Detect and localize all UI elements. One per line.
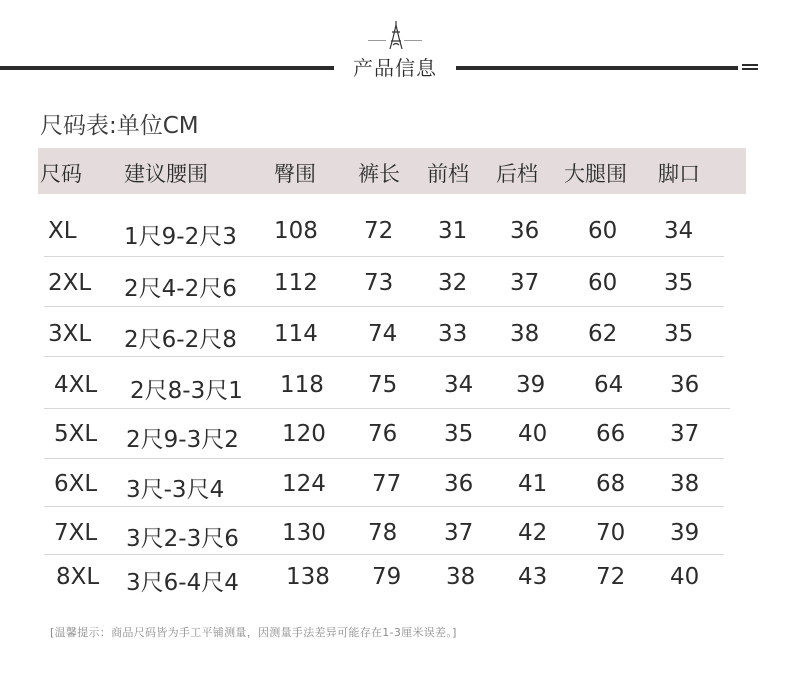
cell-hip: 114 bbox=[274, 321, 318, 347]
cell-thigh: 72 bbox=[596, 564, 626, 590]
table-header bbox=[38, 148, 746, 194]
header-rule-right bbox=[456, 66, 738, 70]
cell-size: 7XL bbox=[54, 520, 98, 546]
cell-leg-opening: 35 bbox=[664, 321, 694, 347]
header-rule-end-marks bbox=[742, 64, 758, 72]
cell-front-rise: 35 bbox=[444, 421, 474, 447]
cell-length: 74 bbox=[368, 321, 398, 347]
col-header-waist: 建议腰围 bbox=[124, 162, 208, 186]
cell-back-rise: 40 bbox=[518, 421, 548, 447]
row-divider bbox=[44, 306, 724, 307]
cell-waist: 3尺6-4尺4 bbox=[126, 570, 239, 596]
cell-waist: 2尺9-3尺2 bbox=[126, 427, 239, 453]
cell-length: 75 bbox=[368, 372, 398, 398]
cell-length: 76 bbox=[368, 421, 398, 447]
table-row bbox=[0, 554, 790, 604]
measurement-note: [温馨提示：商品尺码皆为手工平铺测量，因测量手法差异可能存在1-3厘米误差。] bbox=[50, 626, 457, 639]
cell-size: 6XL bbox=[54, 471, 98, 497]
col-header-front-rise: 前档 bbox=[427, 162, 469, 186]
cell-length: 78 bbox=[368, 520, 398, 546]
cell-size: 3XL bbox=[48, 321, 92, 347]
cell-size: XL bbox=[48, 218, 77, 244]
cell-leg-opening: 39 bbox=[670, 520, 700, 546]
header-rule-left bbox=[0, 66, 334, 70]
cell-waist: 3尺2-3尺6 bbox=[126, 526, 239, 552]
cell-thigh: 62 bbox=[588, 321, 618, 347]
col-header-leg-opening: 脚口 bbox=[658, 162, 700, 186]
cell-back-rise: 43 bbox=[518, 564, 548, 590]
cell-length: 72 bbox=[364, 218, 394, 244]
row-divider bbox=[44, 506, 724, 507]
cell-size: 4XL bbox=[54, 372, 98, 398]
cell-thigh: 60 bbox=[588, 270, 618, 296]
cell-front-rise: 36 bbox=[444, 471, 474, 497]
table-row bbox=[0, 362, 790, 412]
cell-leg-opening: 35 bbox=[664, 270, 694, 296]
cell-waist: 2尺6-2尺8 bbox=[124, 327, 237, 353]
row-divider bbox=[44, 356, 724, 357]
row-divider bbox=[44, 458, 724, 459]
row-divider bbox=[44, 256, 724, 257]
section-header bbox=[0, 0, 790, 100]
table-row bbox=[0, 260, 790, 310]
cell-thigh: 60 bbox=[588, 218, 618, 244]
cell-length: 73 bbox=[364, 270, 394, 296]
table-row bbox=[0, 461, 790, 511]
cell-front-rise: 37 bbox=[444, 520, 474, 546]
cell-hip: 112 bbox=[274, 270, 318, 296]
cell-size: 8XL bbox=[56, 564, 100, 590]
col-header-size: 尺码 bbox=[40, 162, 82, 186]
cell-hip: 108 bbox=[274, 218, 318, 244]
cell-back-rise: 39 bbox=[516, 372, 546, 398]
col-header-thigh: 大腿围 bbox=[564, 162, 627, 186]
cell-hip: 118 bbox=[280, 372, 324, 398]
cell-hip: 120 bbox=[282, 421, 326, 447]
cell-front-rise: 34 bbox=[444, 372, 474, 398]
cell-waist: 2尺4-2尺6 bbox=[124, 276, 237, 302]
cell-leg-opening: 36 bbox=[670, 372, 700, 398]
table-row bbox=[0, 311, 790, 361]
cell-front-rise: 33 bbox=[438, 321, 468, 347]
cell-thigh: 64 bbox=[594, 372, 624, 398]
cell-back-rise: 42 bbox=[518, 520, 548, 546]
cell-front-rise: 38 bbox=[446, 564, 476, 590]
table-row bbox=[0, 208, 790, 258]
cell-thigh: 66 bbox=[596, 421, 626, 447]
cell-back-rise: 41 bbox=[518, 471, 548, 497]
size-chart-title: 尺码表:单位CM bbox=[40, 113, 199, 139]
cell-front-rise: 31 bbox=[438, 218, 468, 244]
cell-leg-opening: 37 bbox=[670, 421, 700, 447]
cell-waist: 1尺9-2尺3 bbox=[124, 224, 237, 250]
table-row bbox=[0, 510, 790, 560]
cell-hip: 124 bbox=[282, 471, 326, 497]
cell-back-rise: 36 bbox=[510, 218, 540, 244]
cell-hip: 130 bbox=[282, 520, 326, 546]
cell-thigh: 68 bbox=[596, 471, 626, 497]
cell-size: 5XL bbox=[54, 421, 98, 447]
table-row bbox=[0, 411, 790, 461]
cell-leg-opening: 38 bbox=[670, 471, 700, 497]
eiffel-tower-icon bbox=[384, 20, 408, 50]
cell-leg-opening: 40 bbox=[670, 564, 700, 590]
row-divider bbox=[44, 408, 730, 409]
col-header-back-rise: 后档 bbox=[496, 162, 538, 186]
cell-length: 79 bbox=[372, 564, 402, 590]
cell-back-rise: 37 bbox=[510, 270, 540, 296]
cell-front-rise: 32 bbox=[438, 270, 468, 296]
cell-waist: 2尺8-3尺1 bbox=[130, 378, 243, 404]
cell-hip: 138 bbox=[286, 564, 330, 590]
cell-leg-opening: 34 bbox=[664, 218, 694, 244]
cell-back-rise: 38 bbox=[510, 321, 540, 347]
col-header-length: 裤长 bbox=[358, 162, 400, 186]
cell-size: 2XL bbox=[48, 270, 92, 296]
cell-waist: 3尺-3尺4 bbox=[126, 477, 225, 503]
cell-length: 77 bbox=[372, 471, 402, 497]
header-title: 产品信息 bbox=[353, 56, 437, 80]
cell-thigh: 70 bbox=[596, 520, 626, 546]
col-header-hip: 臀围 bbox=[274, 162, 316, 186]
